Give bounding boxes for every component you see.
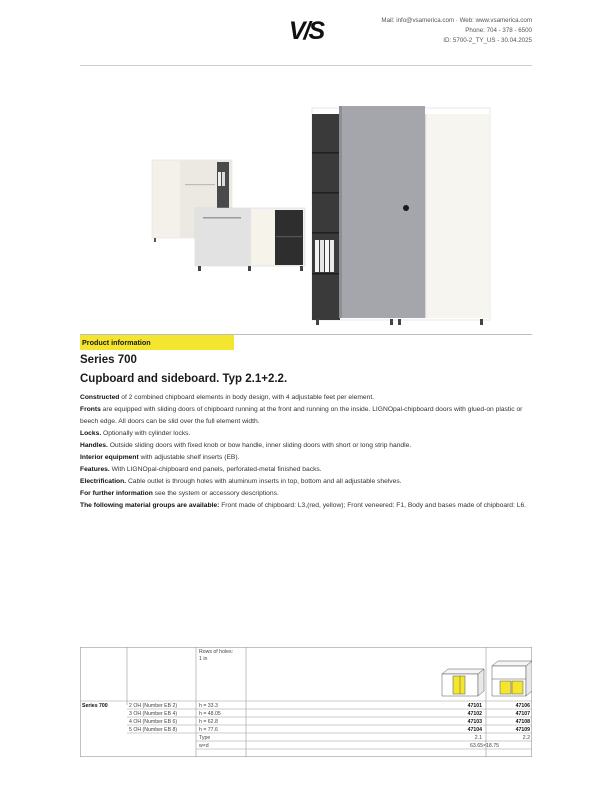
vs-logo bbox=[280, 15, 332, 45]
article-number: 47103 bbox=[467, 719, 482, 725]
desc-paragraph: Features. With LIGNOpal-chipboard end panels, perforated-metal finished backs. bbox=[80, 466, 322, 473]
holes-label: Rows of holes: bbox=[199, 649, 234, 655]
article-number: 47104 bbox=[467, 727, 482, 733]
desc-paragraph: Locks. Optionally with cylinder locks. bbox=[80, 430, 191, 437]
height-cell: h = 48.05 bbox=[199, 711, 221, 717]
height-cell: h = 62.8 bbox=[199, 719, 218, 725]
spec-table bbox=[80, 647, 532, 757]
desc-paragraph: Interior equipment with adjustable shelf inserts (EB). bbox=[80, 454, 240, 461]
contact-block bbox=[381, 16, 532, 46]
desc-paragraph: Electrification. Cable outlet is through holes with aluminum inserts in top, bottom and all adjustable shelves. bbox=[80, 478, 402, 485]
desc-paragraph: Constructed of 2 combined chipboard elements in body design, with 4 adjustable feet per element. bbox=[80, 394, 375, 401]
phone-line: Phone: 704 - 378 - 6500 bbox=[465, 27, 532, 34]
article-number: 47106 bbox=[515, 703, 530, 709]
height-cell: h = 77.6 bbox=[199, 727, 218, 733]
holes-unit: 1 in bbox=[199, 656, 208, 662]
article-number: 47108 bbox=[515, 719, 530, 725]
logo-text: V/S bbox=[288, 17, 324, 45]
product-description bbox=[80, 392, 534, 512]
height-cell: h = 33.3 bbox=[199, 703, 218, 709]
type-2-1-drawing bbox=[442, 669, 484, 696]
desc-paragraph: For further information see the system or accessory descriptions. bbox=[80, 490, 279, 497]
product-title: Cupboard and sideboard. Typ 2.1+2.2. bbox=[80, 373, 288, 385]
wd-value: 63.65×18.75 bbox=[470, 743, 499, 749]
article-number: 47109 bbox=[515, 727, 530, 733]
oh-cell: 3 OH (Number EB 4) bbox=[129, 711, 178, 717]
oh-cell: 2 OH (Number EB 2) bbox=[129, 703, 178, 709]
series-label: Series 700 bbox=[82, 703, 108, 709]
front-sideboard bbox=[195, 208, 305, 271]
wd-label: w×d bbox=[199, 743, 209, 749]
article-number: 47107 bbox=[515, 711, 530, 717]
desc-paragraph: Fronts are equipped with sliding doors of chipboard running at the front and running on the inside. LIGNOpal-chipboard doors with glued-on plastic or beech edge. All doors can be slid over the full element width. bbox=[80, 406, 523, 425]
desc-paragraph: The following material groups are available: Front made of chipboard: L3,(red, yellow); Front veneered: F1, Body and bases made of chipboard: L6. bbox=[80, 502, 527, 509]
header-divider bbox=[80, 65, 532, 66]
id-line: ID: 5700-2_TY_US - 30.04.2025 bbox=[443, 37, 532, 44]
spec-table-grid bbox=[80, 647, 532, 757]
furniture-photo-icon bbox=[140, 100, 500, 328]
oh-cell: 5 OH (Number EB 8) bbox=[129, 727, 178, 733]
type-label: Type bbox=[199, 735, 211, 741]
type-value: 2.2 bbox=[522, 735, 530, 741]
article-number: 47102 bbox=[467, 711, 482, 717]
type-value: 2.1 bbox=[474, 735, 482, 741]
oh-cell: 4 OH (Number EB 6) bbox=[129, 719, 178, 725]
series-title: Series 700 bbox=[80, 354, 137, 366]
contact-line: Mail: info@vsamerica.com · Web: www.vsamerica.com bbox=[381, 17, 532, 24]
tall-cupboard bbox=[312, 106, 490, 325]
desc-paragraph: Handles. Outside sliding doors with fixed knob or bow handle, inner sliding doors with short or long strip handle. bbox=[80, 442, 412, 449]
product-info-badge: Product information bbox=[80, 335, 234, 350]
type-2-2-drawing bbox=[492, 661, 532, 696]
article-number: 47101 bbox=[467, 703, 482, 709]
